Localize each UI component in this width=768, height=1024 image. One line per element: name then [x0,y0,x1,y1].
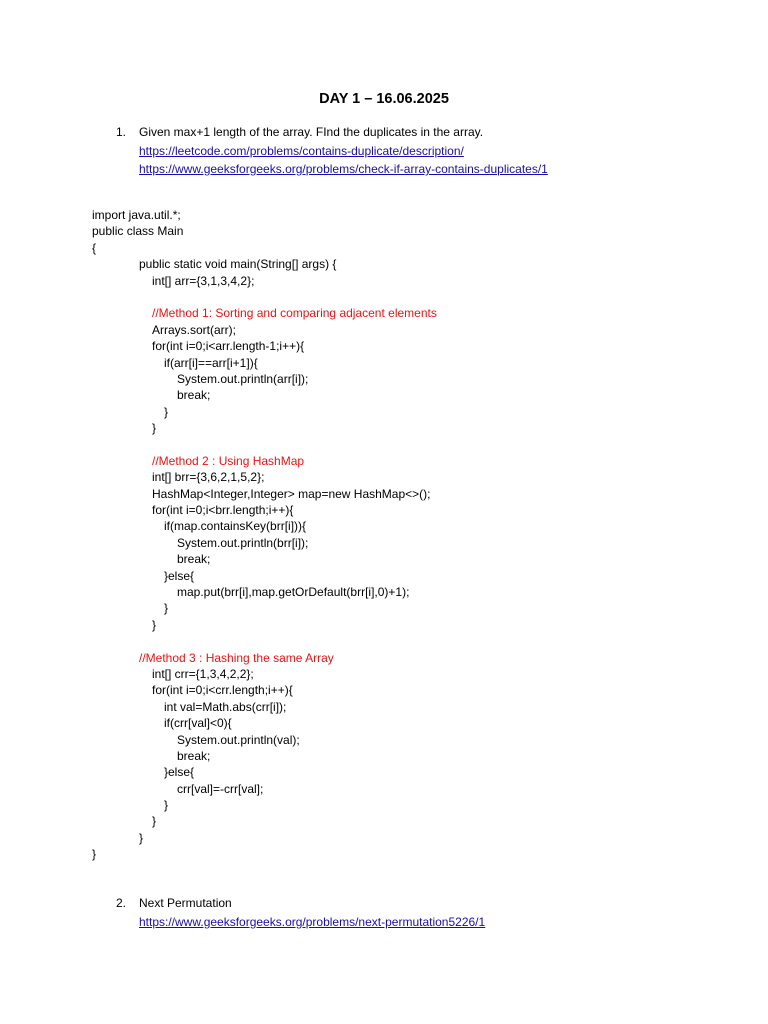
code-line: if(crr[val]<0){ [164,716,232,731]
code-line: for(int i=0;i<crr.length;i++){ [152,683,293,698]
list-number: 2. [116,896,127,910]
code-line: } [164,404,169,419]
leetcode-link[interactable]: https://leetcode.com/problems/contains-duplicate/description/ [139,143,464,158]
code-line: if(map.containsKey(brr[i])){ [164,519,307,534]
list-item [116,123,139,142]
code-line [92,633,437,649]
list-number: 1. [116,125,127,139]
code-line: public class Main [92,224,184,239]
code-comment: //Method 3 : Hashing the same Array [139,650,334,665]
code-line: } [92,847,97,862]
code-line: HashMap<Integer,Integer> map=new HashMap<>(); [152,486,431,501]
code-line: System.out.println(val); [177,732,300,747]
code-line: } [164,601,169,616]
code-line: for(int i=0;i<brr.length;i++){ [152,503,294,518]
code-line: for(int i=0;i<arr.length-1;i++){ [152,339,305,354]
code-line: int val=Math.abs(crr[i]); [164,699,287,714]
page-title: DAY 1 – 16.06.2025 [319,91,449,107]
code-line: Arrays.sort(arr); [152,322,236,337]
code-block [92,207,437,863]
geeksforgeeks-link[interactable]: https://www.geeksforgeeks.org/problems/next-permutation5226/1 [139,914,486,929]
code-line: break; [177,748,211,763]
code-comment: //Method 1: Sorting and comparing adjacent elements [152,306,437,321]
geeksforgeeks-link[interactable]: https://www.geeksforgeeks.org/problems/check-if-array-contains-duplicates/1 [139,162,548,176]
code-line: break; [177,552,211,567]
code-line: crr[val]=-crr[val]; [177,781,264,796]
code-line: }else{ [164,765,195,780]
question-text: Next Permutation [139,896,232,910]
code-line: { [92,240,97,255]
code-line: int[] arr={3,1,3,4,2}; [152,273,255,288]
code-line: } [152,814,157,829]
code-line: int[] brr={3,6,2,1,5,2}; [152,470,265,485]
code-line: break; [177,388,211,403]
code-line: System.out.println(brr[i]); [177,535,309,550]
question-text: Given max+1 length of the array. FInd the duplicates in the array. [139,125,484,139]
code-line: if(arr[i]==arr[i+1]){ [164,355,258,370]
code-line: public static void main(String[] args) { [139,257,337,272]
code-line: import java.util.*; [92,208,181,222]
code-comment: //Method 2 : Using HashMap [152,453,305,468]
code-line: } [164,798,169,813]
code-line: map.put(brr[i],map.getOrDefault(brr[i],0)+1); [177,584,410,599]
code-line [92,289,437,305]
code-line: } [152,617,157,632]
list-item-body [139,894,485,931]
list-item [116,894,139,913]
code-line [92,436,437,452]
code-line: System.out.println(arr[i]); [177,371,309,386]
code-line: int[] crr={1,3,4,2,2}; [152,666,254,681]
code-line: } [152,421,157,436]
list-item-body [139,123,548,179]
code-line: } [139,830,144,845]
code-line: }else{ [164,568,195,583]
